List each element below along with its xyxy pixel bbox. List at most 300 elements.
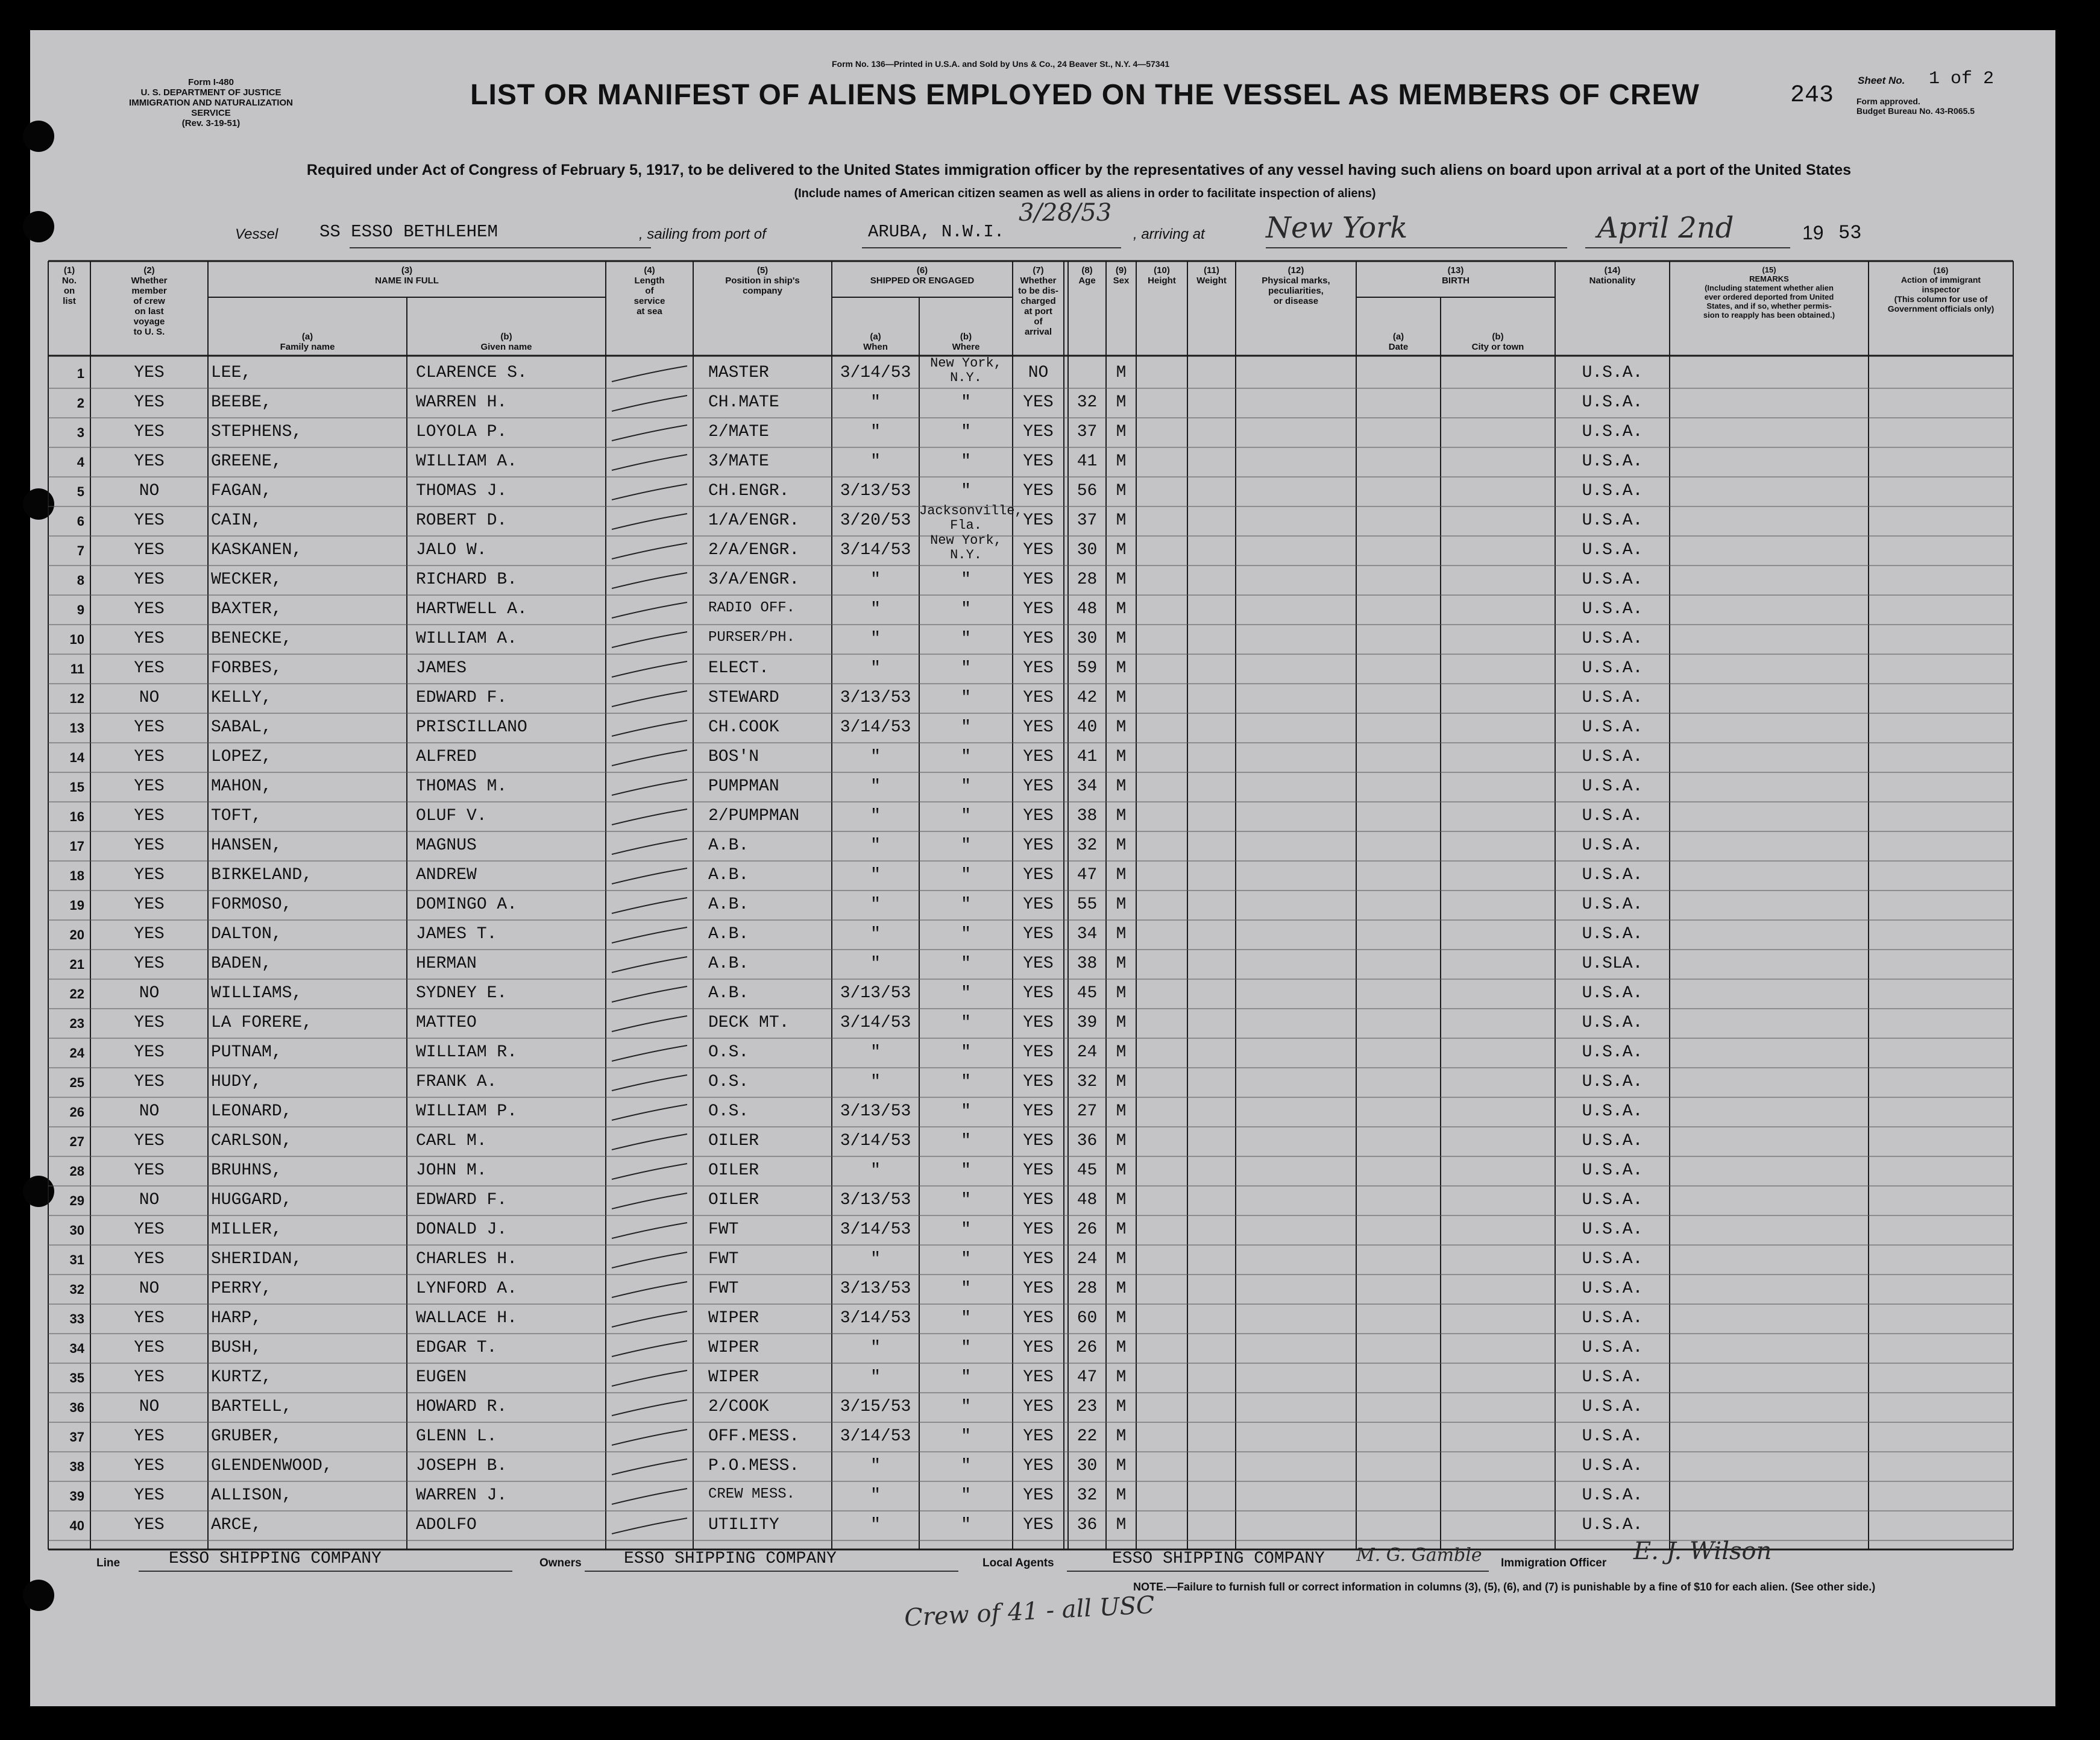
col-header-service: (4) Length of service at sea: [633, 265, 665, 317]
crew-position: FWT: [708, 1220, 739, 1239]
crew-last-voyage: YES: [134, 777, 165, 796]
crew-nationality: U.S.A.: [1582, 1013, 1643, 1032]
crew-shipped-when: ": [870, 895, 881, 914]
crew-sex: M: [1116, 600, 1127, 619]
crew-given-name: EUGEN: [416, 1368, 467, 1387]
crew-position: UTILITY: [708, 1516, 779, 1534]
crew-age: 38: [1077, 954, 1098, 973]
footer-note: NOTE.—Failure to furnish full or correct information in columns (3), (5), (6), and (7) is punishable by a fine of $10 for each alien. (See other side.): [1133, 1581, 1876, 1593]
crew-shipped-when: ": [870, 1486, 881, 1505]
crew-list-number: 37: [69, 1430, 84, 1445]
service-dash: [612, 543, 687, 559]
crew-list-number: 23: [69, 1016, 84, 1031]
crew-given-name: CLARENCE S.: [416, 364, 527, 382]
page-number: 243: [1790, 82, 1834, 109]
crew-position: 3/MATE: [708, 452, 769, 471]
crew-list-number: 18: [69, 868, 84, 883]
service-dash: [612, 396, 687, 411]
crew-last-voyage: YES: [134, 1309, 165, 1328]
service-dash: [612, 514, 687, 529]
crew-discharged: YES: [1023, 570, 1054, 589]
col-header-nationality: (14) Nationality: [1589, 265, 1636, 286]
crew-list-number: 24: [69, 1045, 84, 1061]
crew-last-voyage: NO: [139, 1279, 160, 1298]
crew-shipped-where: ": [961, 718, 971, 737]
arriving-label: , arriving at: [1133, 226, 1205, 242]
crew-position: 2/COOK: [708, 1398, 769, 1416]
crew-shipped-when: ": [870, 748, 881, 766]
crew-discharged: NO: [1028, 364, 1049, 382]
crew-family-name: MAHON,: [211, 777, 272, 796]
crew-list-number: 2: [77, 396, 84, 411]
crew-shipped-where: ": [961, 393, 971, 412]
crew-shipped-when: 3/14/53: [840, 364, 911, 382]
crew-shipped-where: ": [961, 1427, 971, 1446]
crew-family-name: GRUBER,: [211, 1427, 282, 1446]
crew-given-name: JOHN M.: [416, 1161, 487, 1180]
crew-age: 45: [1077, 1161, 1098, 1180]
crew-position: WIPER: [708, 1338, 759, 1357]
crew-sex: M: [1116, 1102, 1127, 1121]
service-dash: [612, 1370, 687, 1386]
crew-family-name: KELLY,: [211, 689, 272, 707]
crew-shipped-when: 3/15/53: [840, 1398, 911, 1416]
crew-list-number: 25: [69, 1075, 84, 1090]
col-header-position: (5) Position in ship's company: [725, 265, 800, 296]
crew-shipped-where: ": [961, 954, 971, 973]
crew-family-name: BEEBE,: [211, 393, 272, 412]
crew-sex: M: [1116, 1516, 1127, 1534]
crew-last-voyage: YES: [134, 570, 165, 589]
service-dash: [612, 1489, 687, 1504]
col-header-family-name: (a) Family name: [280, 332, 335, 352]
col-header-weight: (11) Weight: [1196, 265, 1227, 286]
crew-last-voyage: YES: [134, 1013, 165, 1032]
crew-shipped-where: ": [961, 1102, 971, 1121]
crew-discharged: YES: [1023, 895, 1054, 914]
crew-given-name: MATTEO: [416, 1013, 477, 1032]
crew-last-voyage: YES: [134, 1338, 165, 1357]
crew-position: OILER: [708, 1191, 759, 1209]
crew-sex: M: [1116, 1279, 1127, 1298]
crew-last-voyage: YES: [134, 364, 165, 382]
crew-shipped-when: ": [870, 1161, 881, 1180]
crew-given-name: WARREN J.: [416, 1486, 508, 1505]
crew-shipped-where: ": [961, 1279, 971, 1298]
crew-age: 59: [1077, 659, 1098, 678]
crew-last-voyage: YES: [134, 423, 165, 441]
crew-last-voyage: NO: [139, 1191, 160, 1209]
col-header-discharged: (7) Whether to be dis- charged at port of arrival: [1018, 265, 1058, 337]
col-header-shipped: (6) SHIPPED OR ENGAGED: [870, 265, 975, 286]
crew-discharged: YES: [1023, 1102, 1054, 1121]
crew-shipped-when: 3/20/53: [840, 511, 911, 530]
crew-sex: M: [1116, 1368, 1127, 1387]
crew-list-number: 8: [77, 573, 84, 588]
crew-shipped-where: ": [961, 1486, 971, 1505]
crew-list-number: 20: [69, 927, 84, 942]
crew-nationality: U.S.A.: [1582, 393, 1643, 412]
crew-age: 47: [1077, 1368, 1098, 1387]
crew-shipped-where: ": [961, 836, 971, 855]
crew-sex: M: [1116, 718, 1127, 737]
crew-given-name: MAGNUS: [416, 836, 477, 855]
crew-last-voyage: YES: [134, 1516, 165, 1534]
crew-list-number: 33: [69, 1311, 84, 1326]
crew-family-name: LA FORERE,: [211, 1013, 313, 1032]
crew-discharged: YES: [1023, 1220, 1054, 1239]
crew-discharged: YES: [1023, 1250, 1054, 1269]
crew-given-name: FRANK A.: [416, 1073, 497, 1091]
crew-nationality: U.SLA.: [1582, 954, 1643, 973]
crew-last-voyage: YES: [134, 895, 165, 914]
service-dash: [612, 1223, 687, 1238]
crew-family-name: BUSH,: [211, 1338, 262, 1357]
sailing-label: , sailing from port of: [639, 226, 766, 242]
col-header-given-name: (b) Given name: [480, 332, 532, 352]
crew-position: A.B.: [708, 895, 749, 914]
crew-nationality: U.S.A.: [1582, 1398, 1643, 1416]
crew-age: 41: [1077, 748, 1098, 766]
crew-shipped-when: 3/14/53: [840, 1220, 911, 1239]
crew-discharged: YES: [1023, 836, 1054, 855]
crew-shipped-when: 3/13/53: [840, 689, 911, 707]
service-dash: [612, 1134, 687, 1150]
crew-family-name: BADEN,: [211, 954, 272, 973]
crew-family-name: KASKANEN,: [211, 541, 303, 560]
service-dash: [612, 839, 687, 854]
crew-sex: M: [1116, 925, 1127, 944]
crew-shipped-where: ": [961, 1161, 971, 1180]
crew-nationality: U.S.A.: [1582, 541, 1643, 560]
crew-list-number: 34: [69, 1341, 84, 1356]
crew-discharged: YES: [1023, 807, 1054, 825]
crew-sex: M: [1116, 748, 1127, 766]
crew-family-name: KURTZ,: [211, 1368, 272, 1387]
crew-age: 26: [1077, 1338, 1098, 1357]
crew-nationality: U.S.A.: [1582, 1486, 1643, 1505]
crew-discharged: YES: [1023, 1043, 1054, 1062]
service-dash: [612, 425, 687, 441]
crew-list-number: 36: [69, 1400, 84, 1415]
crew-discharged: YES: [1023, 689, 1054, 707]
crew-given-name: JAMES: [416, 659, 467, 678]
crew-shipped-when: ": [870, 954, 881, 973]
crew-list-number: 11: [70, 661, 84, 676]
col-header-sex: (9) Sex: [1113, 265, 1130, 286]
crew-shipped-when: 3/13/53: [840, 984, 911, 1003]
crew-list-number: 30: [69, 1223, 84, 1238]
crew-age: 42: [1077, 689, 1098, 707]
service-dash: [612, 927, 687, 943]
crew-family-name: BIRKELAND,: [211, 866, 313, 884]
crew-last-voyage: YES: [134, 1073, 165, 1091]
crew-discharged: YES: [1023, 1486, 1054, 1505]
crew-nationality: U.S.A.: [1582, 570, 1643, 589]
crew-position: 2/PUMPMAN: [708, 807, 800, 825]
crew-shipped-where: ": [961, 629, 971, 648]
crew-last-voyage: YES: [134, 393, 165, 412]
crew-age: 47: [1077, 866, 1098, 884]
crew-last-voyage: YES: [134, 1368, 165, 1387]
crew-discharged: YES: [1023, 777, 1054, 796]
crew-shipped-where: ": [961, 659, 971, 678]
crew-last-voyage: YES: [134, 866, 165, 884]
service-dash: [612, 1518, 687, 1534]
service-dash: [612, 632, 687, 648]
crew-sex: M: [1116, 984, 1127, 1003]
crew-given-name: WILLIAM R.: [416, 1043, 518, 1062]
crew-position: A.B.: [708, 836, 749, 855]
crew-shipped-when: ": [870, 1368, 881, 1387]
crew-shipped-when: 3/14/53: [840, 1013, 911, 1032]
crew-list-number: 1: [77, 366, 84, 381]
col-header-shipped-when: (a) When: [863, 332, 888, 352]
crew-discharged: YES: [1023, 1161, 1054, 1180]
crew-given-name: DONALD J.: [416, 1220, 508, 1239]
crew-age: 39: [1077, 1013, 1098, 1032]
crew-nationality: U.S.A.: [1582, 718, 1643, 737]
crew-discharged: YES: [1023, 452, 1054, 471]
crew-list-number: 39: [69, 1489, 84, 1504]
crew-nationality: U.S.A.: [1582, 1368, 1643, 1387]
crew-given-name: OLUF V.: [416, 807, 487, 825]
service-dash: [612, 484, 687, 500]
crew-list-number: 38: [69, 1459, 84, 1474]
crew-list-number: 32: [69, 1282, 84, 1297]
crew-shipped-when: ": [870, 1250, 881, 1269]
crew-shipped-where: ": [961, 570, 971, 589]
crew-family-name: BAXTER,: [211, 600, 282, 619]
service-dash: [612, 1282, 687, 1297]
crew-nationality: U.S.A.: [1582, 866, 1643, 884]
crew-family-name: BARTELL,: [211, 1398, 292, 1416]
crew-shipped-when: ": [870, 452, 881, 471]
service-dash: [612, 986, 687, 1002]
crew-shipped-where: ": [961, 895, 971, 914]
crew-shipped-when: ": [870, 807, 881, 825]
crew-sex: M: [1116, 541, 1127, 560]
crew-discharged: YES: [1023, 1398, 1054, 1416]
crew-last-voyage: YES: [134, 452, 165, 471]
crew-shipped-where: ": [961, 689, 971, 707]
crew-sex: M: [1116, 570, 1127, 589]
crew-shipped-when: 3/13/53: [840, 1102, 911, 1121]
crew-age: 38: [1077, 807, 1098, 825]
service-dash: [612, 1105, 687, 1120]
col-header-physical: (12) Physical marks, peculiarities, or disease: [1262, 265, 1330, 306]
crew-nationality: U.S.A.: [1582, 836, 1643, 855]
service-dash: [612, 1193, 687, 1209]
handwritten-crew-note: Crew of 41 - all USC: [904, 1591, 1155, 1632]
crew-nationality: U.S.A.: [1582, 1338, 1643, 1357]
crew-sex: M: [1116, 1427, 1127, 1446]
crew-list-number: 3: [77, 425, 84, 440]
crew-family-name: ALLISON,: [211, 1486, 292, 1505]
crew-position: 3/A/ENGR.: [708, 570, 800, 589]
sailing-date: 3/28/53: [1019, 199, 1112, 227]
crew-given-name: WALLACE H.: [416, 1309, 518, 1328]
crew-last-voyage: NO: [139, 1102, 160, 1121]
crew-nationality: U.S.A.: [1582, 1457, 1643, 1475]
crew-position: A.B.: [708, 925, 749, 944]
crew-sex: M: [1116, 1486, 1127, 1505]
crew-discharged: YES: [1023, 748, 1054, 766]
crew-discharged: YES: [1023, 925, 1054, 944]
crew-given-name: RICHARD B.: [416, 570, 518, 589]
crew-given-name: CHARLES H.: [416, 1250, 518, 1269]
service-dash: [612, 957, 687, 972]
crew-shipped-where: ": [961, 1309, 971, 1328]
sheet-value: 1 of 2: [1929, 69, 1995, 89]
crew-nationality: U.S.A.: [1582, 1161, 1643, 1180]
crew-last-voyage: YES: [134, 954, 165, 973]
crew-age: 41: [1077, 452, 1098, 471]
service-dash: [612, 1016, 687, 1032]
crew-nationality: U.S.A.: [1582, 1073, 1643, 1091]
crew-nationality: U.S.A.: [1582, 482, 1643, 500]
col-header-last-voyage: (2) Whether member of crew on last voyage to U. S.: [131, 265, 168, 337]
crew-nationality: U.S.A.: [1582, 1132, 1643, 1150]
line-value: ESSO SHIPPING COMPANY: [169, 1549, 382, 1568]
crew-discharged: YES: [1023, 1309, 1054, 1328]
crew-position: O.S.: [708, 1102, 749, 1121]
crew-family-name: WECKER,: [211, 570, 282, 589]
crew-sex: M: [1116, 866, 1127, 884]
crew-discharged: YES: [1023, 1368, 1054, 1387]
crew-sex: M: [1116, 1132, 1127, 1150]
crew-list-number: 12: [69, 691, 84, 706]
crew-shipped-when: 3/14/53: [840, 1132, 911, 1150]
crew-family-name: HUDY,: [211, 1073, 262, 1091]
crew-last-voyage: YES: [134, 1486, 165, 1505]
crew-last-voyage: YES: [134, 629, 165, 648]
crew-last-voyage: YES: [134, 1043, 165, 1062]
crew-discharged: YES: [1023, 1191, 1054, 1209]
crew-shipped-when: ": [870, 1073, 881, 1091]
crew-discharged: YES: [1023, 1427, 1054, 1446]
crew-list-number: 29: [69, 1193, 84, 1208]
crew-family-name: TOFT,: [211, 807, 262, 825]
crew-shipped-where: ": [961, 1191, 971, 1209]
crew-shipped-where: ": [961, 452, 971, 471]
required-statement: Required under Act of Congress of February 5, 1917, to be delivered to the United States immigration officer by the representatives of any vessel having such aliens on board upon arrival at a port of the United States: [306, 162, 1852, 178]
crew-last-voyage: YES: [134, 1220, 165, 1239]
crew-family-name: BRUHNS,: [211, 1161, 282, 1180]
officer-signature: E. J. Wilson: [1633, 1537, 1772, 1565]
crew-family-name: HUGGARD,: [211, 1191, 292, 1209]
crew-age: 28: [1077, 570, 1098, 589]
agents-value: ESSO SHIPPING COMPANY: [1112, 1549, 1325, 1568]
service-dash: [612, 602, 687, 618]
service-dash: [612, 1400, 687, 1416]
crew-position: A.B.: [708, 954, 749, 973]
crew-given-name: DOMINGO A.: [416, 895, 518, 914]
service-dash: [612, 1341, 687, 1357]
printer-line: Form No. 136—Printed in U.S.A. and Sold by Uns & Co., 24 Beaver St., N.Y. 4—57341: [832, 59, 1170, 69]
service-dash: [612, 780, 687, 795]
crew-list-number: 5: [77, 484, 84, 499]
crew-age: 37: [1077, 511, 1098, 530]
crew-age: 36: [1077, 1132, 1098, 1150]
crew-list-number: 7: [77, 543, 84, 558]
crew-discharged: YES: [1023, 541, 1054, 560]
crew-shipped-when: ": [870, 659, 881, 678]
service-dash: [612, 898, 687, 913]
crew-age: 56: [1077, 482, 1098, 500]
crew-shipped-where: ": [961, 777, 971, 796]
crew-given-name: EDWARD F.: [416, 689, 508, 707]
crew-given-name: WILLIAM A.: [416, 629, 518, 648]
crew-list-number: 27: [69, 1134, 84, 1149]
crew-nationality: U.S.A.: [1582, 1309, 1643, 1328]
sailing-port: ARUBA, N.W.I.: [868, 222, 1005, 242]
service-dash: [612, 809, 687, 825]
crew-age: 36: [1077, 1516, 1098, 1534]
crew-shipped-when: 3/13/53: [840, 482, 911, 500]
crew-age: 32: [1077, 1486, 1098, 1505]
crew-shipped-when: 3/14/53: [840, 1427, 911, 1446]
crew-shipped-where: ": [961, 1398, 971, 1416]
crew-position: BOS'N: [708, 748, 759, 766]
crew-age: 24: [1077, 1043, 1098, 1062]
crew-discharged: YES: [1023, 984, 1054, 1003]
crew-position: O.S.: [708, 1043, 749, 1062]
crew-list-number: 9: [77, 602, 84, 617]
crew-given-name: LYNFORD A.: [416, 1279, 518, 1298]
crew-sex: M: [1116, 954, 1127, 973]
crew-family-name: PUTNAM,: [211, 1043, 282, 1062]
crew-age: 32: [1077, 836, 1098, 855]
crew-sex: M: [1116, 659, 1127, 678]
crew-age: 24: [1077, 1250, 1098, 1269]
crew-shipped-when: ": [870, 925, 881, 944]
crew-list-number: 31: [69, 1252, 84, 1267]
crew-nationality: U.S.A.: [1582, 600, 1643, 619]
crew-list-number: 21: [69, 957, 84, 972]
crew-age: 60: [1077, 1309, 1098, 1328]
crew-family-name: HANSEN,: [211, 836, 282, 855]
service-dash: [612, 366, 687, 382]
crew-given-name: CARL M.: [416, 1132, 487, 1150]
crew-nationality: U.S.A.: [1582, 1516, 1643, 1534]
crew-discharged: YES: [1023, 393, 1054, 412]
crew-age: 30: [1077, 1457, 1098, 1475]
crew-family-name: LEE,: [211, 364, 252, 382]
crew-given-name: JAMES T.: [416, 925, 497, 944]
crew-given-name: THOMAS J.: [416, 482, 508, 500]
service-dash: [612, 1459, 687, 1475]
crew-nationality: U.S.A.: [1582, 925, 1643, 944]
crew-nationality: U.S.A.: [1582, 807, 1643, 825]
crew-list-number: 6: [77, 514, 84, 529]
service-dash: [612, 1252, 687, 1268]
crew-discharged: YES: [1023, 1457, 1054, 1475]
crew-sex: M: [1116, 1043, 1127, 1062]
crew-list-number: 17: [69, 839, 84, 854]
crew-position: CH.COOK: [708, 718, 779, 737]
crew-shipped-when: ": [870, 1516, 881, 1534]
vessel-label: Vessel: [235, 226, 278, 242]
include-note: (Include names of American citizen seamen as well as aliens in order to facilitate inspection of aliens): [794, 187, 1376, 200]
arrival-date: April 2nd: [1597, 211, 1734, 245]
crew-family-name: WILLIAMS,: [211, 984, 303, 1003]
service-dash: [612, 868, 687, 884]
crew-position: OILER: [708, 1132, 759, 1150]
crew-shipped-where: ": [961, 1013, 971, 1032]
crew-nationality: U.S.A.: [1582, 1043, 1643, 1062]
crew-position: PURSER/PH.: [708, 629, 796, 646]
